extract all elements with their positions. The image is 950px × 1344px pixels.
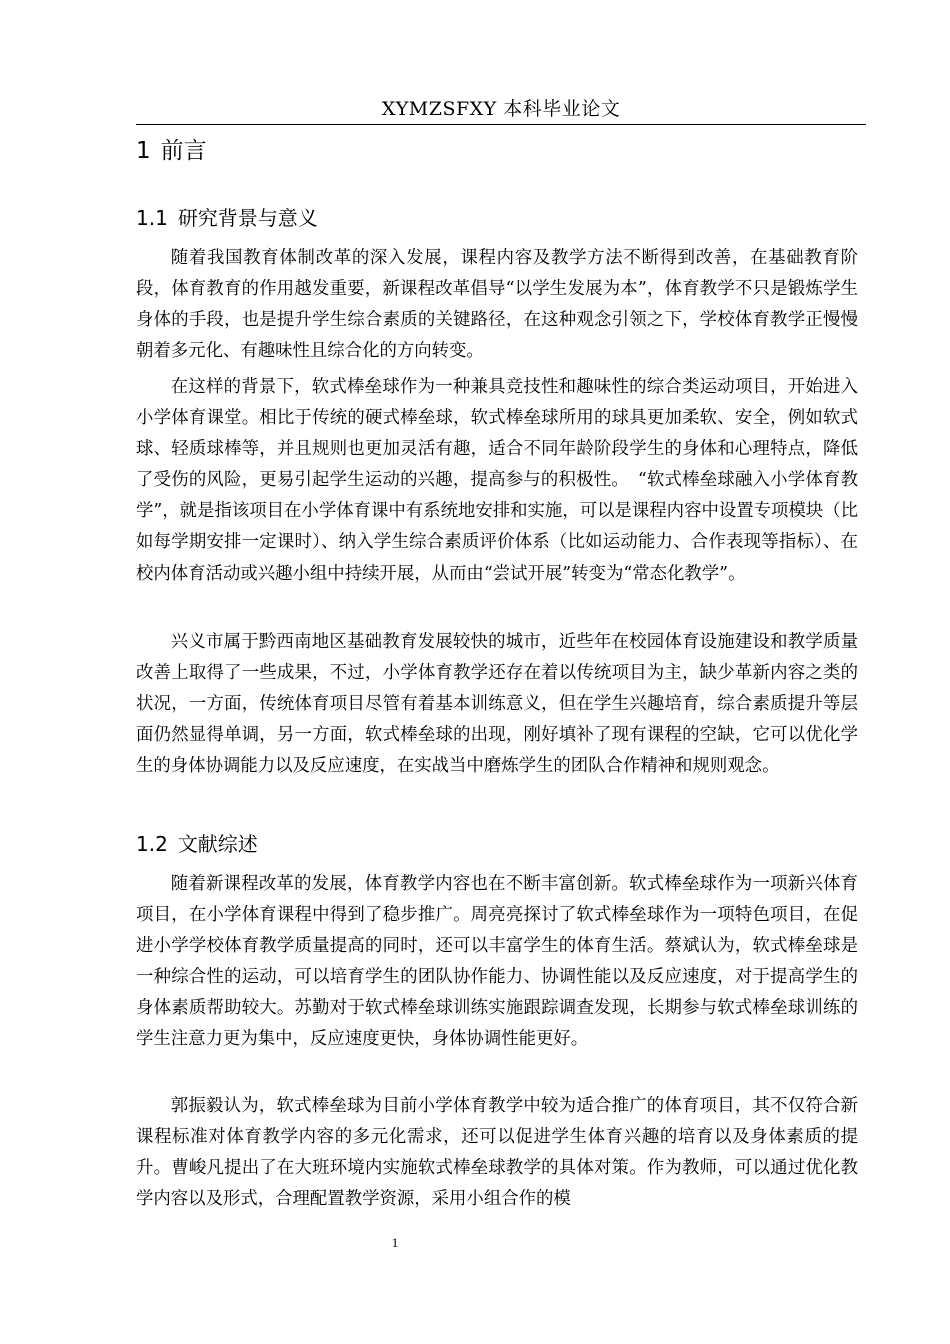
section-number: 1.2: [136, 832, 168, 856]
running-header: XYMZSFXY 本科毕业论文: [381, 98, 621, 120]
page-number: 1: [391, 1235, 399, 1250]
section-heading-1-1: [136, 203, 318, 233]
paragraph: 在这样的背景下，软式棒垒球作为一种兼具竞技性和趣味性的综合类运动项目，开始进入小学体育课堂。相比于传统的硬式棒垒球，软式棒垒球所用的球具更加柔软、安全，例如软式球、轻质球棒等，并且规则也更加灵活有趣，适合不同年龄阶段学生的身体和心理特点，降低了受伤的风险，更易引起学生运动的兴趣，提高参与的积极性。 “软式棒垒球融入小学体育教学”，就是指该项目在小学体育课中有系统地安排和实施，可以是课程内容中设置专项模块（比如每学期安排一定课时）、纳入学生综合素质评价体系（比如运动能力、合作表现等指标）、在校内体育活动或兴趣小组中持续开展，从而由“尝试开展”转变为“常态化教学”。: [136, 377, 858, 584]
header-divider: [136, 124, 866, 125]
section-heading-1-2: [136, 829, 258, 859]
section-number: 1.1: [136, 206, 168, 230]
section-title: 文献综述: [177, 832, 258, 856]
chapter-heading: [136, 134, 207, 168]
chapter-title: 前言: [160, 138, 207, 164]
paragraph: 随着我国教育体制改革的深入发展，课程内容及教学方法不断得到改善，在基础教育阶段，体育教育的作用越发重要，新课程改革倡导“以学生发展为本”，体育教学不只是锻炼学生身体的手段，也是提升学生综合素质的关键路径，在这种观念引领之下，学校体育教学正慢慢朝着多元化、有趣味性且综合化的方向转变。: [136, 248, 858, 362]
paragraph: 郭振毅认为，软式棒垒球为目前小学体育教学中较为适合推广的体育项目，其不仅符合新课程标准对体育教学内容的多元化需求，还可以促进学生体育兴趣的培育以及身体素质的提升。曹峻凡提出了在大班环境内实施软式棒垒球教学的具体对策。作为教师，可以通过优化教学内容以及形式，合理配置教学资源，采用小组合作的模: [136, 1096, 858, 1210]
paragraph: 随着新课程改革的发展，体育教学内容也在不断丰富创新。软式棒垒球作为一项新兴体育项目，在小学体育课程中得到了稳步推广。周亮亮探讨了软式棒垒球作为一项特色项目，在促进小学学校体育教学质量提高的同时，还可以丰富学生的体育生活。蔡斌认为，软式棒垒球是一种综合性的运动，可以培育学生的团队协作能力、协调性能以及反应速度，对于提高学生的身体素质帮助较大。苏勤对于软式棒垒球训练实施跟踪调查发现，长期参与软式棒垒球训练的学生注意力更为集中，反应速度更快，身体协调性能更好。: [136, 874, 858, 1050]
chapter-number: 1: [136, 138, 151, 164]
paragraph: 兴义市属于黔西南地区基础教育发展较快的城市，近些年在校园体育设施建设和教学质量改善上取得了一些成果，不过，小学体育教学还存在着以传统项目为主，缺少革新内容之类的状况，一方面，传统体育项目尽管有着基本训练意义，但在学生兴趣培育，综合素质提升等层面仍然显得单调，另一方面，软式棒垒球的出现，刚好填补了现有课程的空缺，它可以优化学生的身体协调能力以及反应速度，在实战当中磨炼学生的团队合作精神和规则观念。: [136, 632, 858, 777]
section-title: 研究背景与意义: [177, 206, 318, 230]
